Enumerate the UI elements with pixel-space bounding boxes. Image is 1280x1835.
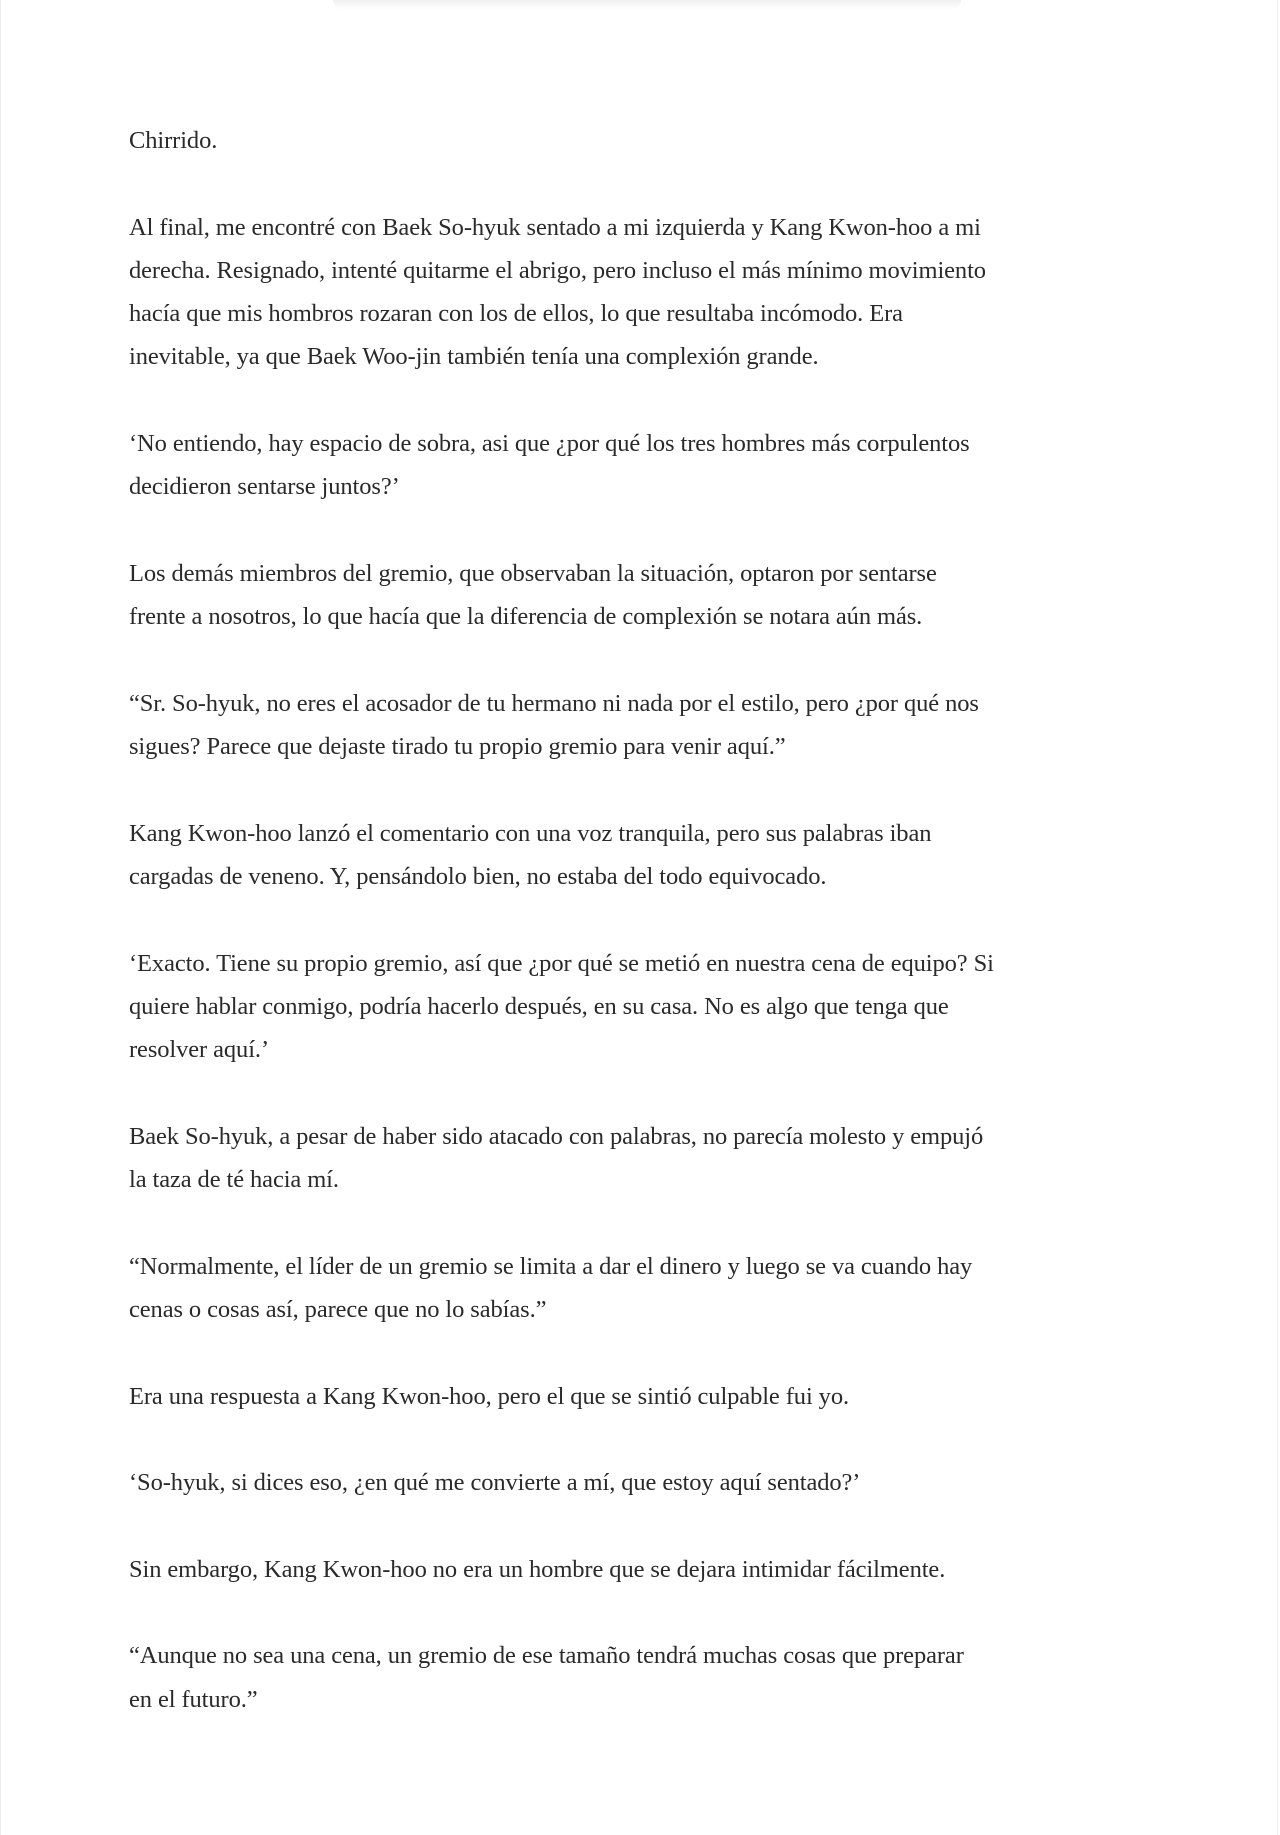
text-line: “Normalmente, el líder de un gremio se limita a dar el dinero y luego se va cuando hay xyxy=(129,1252,973,1280)
paragraph xyxy=(129,682,1159,769)
text-line: Baek So-hyuk, a pesar de haber sido atacado con palabras, no parecía molesto y empujó xyxy=(129,1122,984,1150)
text-line: derecha. Resignado, intenté quitarme el abrigo, pero incluso el más mínimo movimiento xyxy=(129,256,986,284)
text-line: Al final, me encontré con Baek So-hyuk sentado a mi izquierda y Kang Kwon-hoo a mi xyxy=(129,213,981,241)
text-line: inevitable, ya que Baek Woo-jin también tenía una complexión grande. xyxy=(129,343,819,371)
text-line: sigues? Parece que dejaste tirado tu propio gremio para venir aquí.” xyxy=(129,733,786,761)
paragraph xyxy=(129,812,1159,899)
paragraph xyxy=(129,1634,1159,1721)
text-line: cenas o cosas así, parece que no lo sabías.” xyxy=(129,1296,547,1324)
text-line: cargadas de veneno. Y, pensándolo bien, no estaba del todo equivocado. xyxy=(129,863,827,891)
text-line: la taza de té hacia mí. xyxy=(129,1166,339,1194)
text-line: frente a nosotros, lo que hacía que la diferencia de complexión se notara aún más. xyxy=(129,603,923,631)
top-overlay-shadow xyxy=(333,0,961,10)
paragraph xyxy=(129,206,1159,379)
text-line: Kang Kwon-hoo lanzó el comentario con una voz tranquila, pero sus palabras iban xyxy=(129,819,932,847)
paragraph xyxy=(129,1461,1159,1504)
text-line: quiere hablar conmigo, podría hacerlo después, en su casa. No es algo que tenga que xyxy=(129,992,949,1020)
text-line: en el futuro.” xyxy=(129,1685,258,1713)
text-line: Era una respuesta a Kang Kwon-hoo, pero el que se sintió culpable fui yo. xyxy=(129,1382,849,1410)
paragraph xyxy=(129,552,1159,639)
text-line: decidieron sentarse juntos?’ xyxy=(129,473,400,501)
page-edge-left xyxy=(0,0,1,1835)
paragraph xyxy=(129,422,1159,509)
text-line: Los demás miembros del gremio, que observaban la situación, optaron por sentarse xyxy=(129,559,937,587)
text-line: ‘No entiendo, hay espacio de sobra, asi que ¿por qué los tres hombres más corpulentos xyxy=(129,430,970,458)
text-line: Sin embargo, Kang Kwon-hoo no era un hombre que se dejara intimidar fácilmente. xyxy=(129,1555,946,1583)
paragraph xyxy=(129,1245,1159,1332)
paragraph xyxy=(129,119,1159,162)
text-line: hacía que mis hombros rozaran con los de ellos, lo que resultaba incómodo. Era xyxy=(129,300,903,328)
reader-text-body xyxy=(129,119,1159,1764)
paragraph xyxy=(129,1548,1159,1591)
text-line: ‘Exacto. Tiene su propio gremio, así que ¿por qué se metió en nuestra cena de equipo? Si xyxy=(129,949,994,977)
text-line: Chirrido. xyxy=(129,127,218,154)
paragraph xyxy=(129,1115,1159,1202)
paragraph xyxy=(129,942,1159,1072)
text-line: “Aunque no sea una cena, un gremio de ese tamaño tendrá muchas cosas que preparar xyxy=(129,1642,964,1670)
paragraph xyxy=(129,1375,1159,1418)
text-line: ‘So-hyuk, si dices eso, ¿en qué me convierte a mí, que estoy aquí sentado?’ xyxy=(129,1469,861,1497)
text-line: resolver aquí.’ xyxy=(129,1036,269,1064)
page-edge-right xyxy=(1277,0,1278,1835)
text-line: “Sr. So-hyuk, no eres el acosador de tu hermano ni nada por el estilo, pero ¿por qué nos xyxy=(129,689,979,717)
